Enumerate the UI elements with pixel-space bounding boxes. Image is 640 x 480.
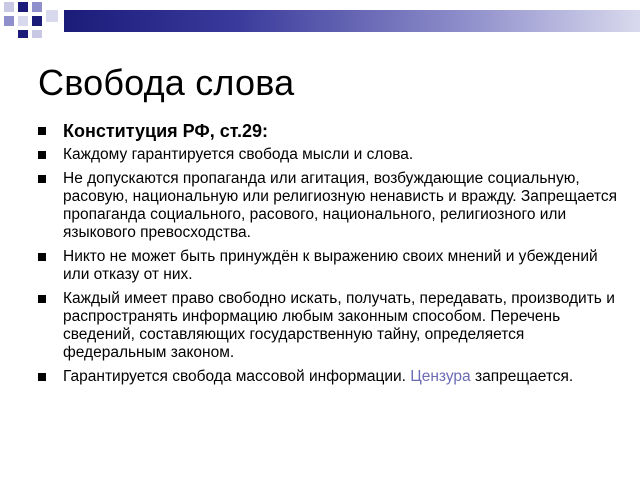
bullet-square-icon — [38, 127, 46, 135]
bullet-item — [38, 248, 618, 284]
bullet-text: Гарантируется свобода массовой информации. — [63, 368, 411, 385]
deco-square — [32, 2, 42, 12]
deco-square — [18, 2, 28, 12]
bullet-text: Никто не может быть принуждён к выражению своих мнений и убеждений или отказу от них. — [63, 248, 598, 283]
deco-square — [46, 10, 58, 22]
deco-square — [32, 16, 42, 26]
bullet-square-icon — [38, 151, 46, 159]
bullet-list — [38, 120, 618, 392]
censorship-link[interactable]: Цензура — [410, 368, 471, 385]
bullet-text: Каждому гарантируется свобода мысли и слова. — [63, 146, 414, 163]
bullet-item — [38, 368, 618, 386]
bullet-square-icon — [38, 373, 46, 381]
bullet-square-icon — [38, 295, 46, 303]
deco-square — [18, 30, 28, 38]
bullet-square-icon — [38, 253, 46, 261]
deco-square — [18, 16, 28, 26]
bullet-item — [38, 170, 618, 242]
deco-square — [4, 2, 14, 12]
header-decoration — [0, 0, 640, 40]
bullet-square-icon — [38, 175, 46, 183]
bullet-text: Конституция РФ, ст.29: — [63, 121, 269, 141]
bullet-item — [38, 146, 618, 164]
bullet-text: запрещается. — [470, 368, 574, 385]
bullet-item — [38, 290, 618, 362]
header-gradient-band — [64, 10, 640, 32]
deco-square — [4, 16, 14, 26]
slide-title: Свобода слова — [38, 62, 295, 103]
bullet-text: Не допускаются пропаганда или агитация, возбуждающие социальную, расовую, национальную или религиозную ненависть и вражду. Запрещается пропаганда социального, расового, национального, религиозного или языкового превосходства. — [63, 170, 618, 241]
deco-square — [32, 30, 42, 38]
bullet-item — [38, 120, 618, 142]
bullet-text: Каждый имеет право свободно искать, получать, передавать, производить и распространять информацию любым законным способом. Перечень сведений, составляющих государственную тайну, определяется федеральным законом. — [63, 290, 615, 361]
